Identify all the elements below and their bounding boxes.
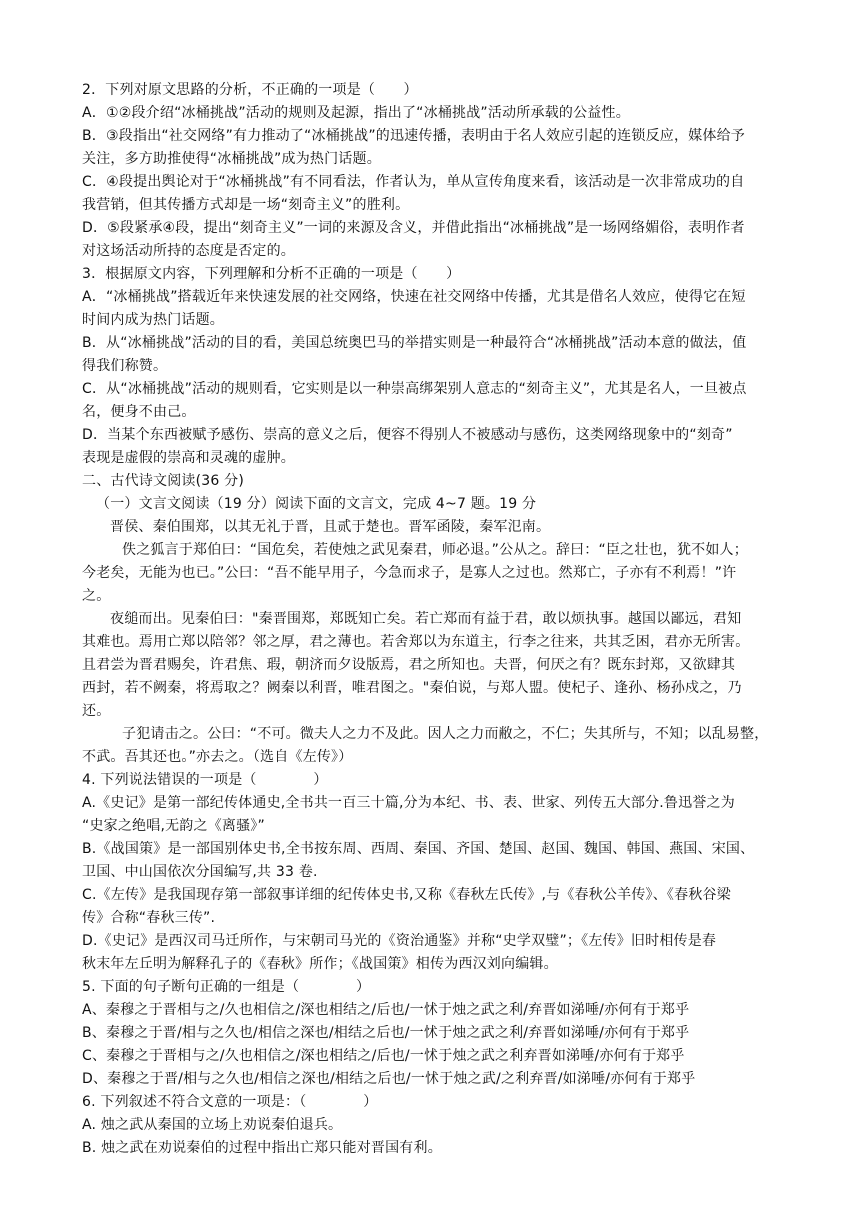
text-line: 晋侯、秦伯围郑，以其无礼于晋，且贰于楚也。晋军函陵，秦军氾南。 <box>110 519 551 535</box>
document-page <box>82 79 782 1160</box>
text-line: 之。 <box>82 588 111 604</box>
text-line: 2．下列对原文思路的分析，不正确的一项是（ ） <box>82 82 418 98</box>
text-line: B.《战国策》是一部国别体史书,全书按东周、西周、秦国、齐国、楚国、赵国、魏国、韩国、燕国、宋国、 <box>82 841 755 857</box>
text-line: 时间内成为热门话题。 <box>82 312 224 328</box>
text-line: D、秦穆之于晋/相与之久也/相信之深也/相结之后也/一怵于烛之武/之利弃晋/如涕唾/亦何有于郑乎 <box>82 1071 696 1087</box>
text-line: D.《史记》是西汉司马迁所作，与宋朝司马光的《资治通鉴》并称“史学双璧”；《左传》旧时相传是春 <box>82 933 717 949</box>
text-line: C、秦穆之于晋相与之/久也相信之/深也相结之/后也/一怵于烛之武之利弃晋如涕唾/亦何有于郑乎 <box>82 1048 685 1064</box>
text-line: 4. 下列说法错误的一项是（ ） <box>82 772 328 788</box>
text-line: A．①②段介绍“冰桶挑战”活动的规则及起源，指出了“冰桶挑战”活动所承载的公益性。 <box>82 105 630 121</box>
text-line: 关注，多方助推使得“冰桶挑战”成为热门话题。 <box>82 151 381 167</box>
text-line: 且君尝为晋君赐矣，许君焦、瑕，朝济而夕设版焉，君之所知也。夫晋，何厌之有？既东封郑，又欲肆其 <box>82 657 736 673</box>
text-line: B．从“冰桶挑战”活动的目的看，美国总统奥巴马的举措实则是一种最符合“冰桶挑战”活动本意的做法，值 <box>82 335 747 351</box>
text-line: 不武。吾其还也。”亦去之。（选自《左传》） <box>82 749 353 765</box>
text-line: C．从“冰桶挑战”活动的规则看，它实则是以一种崇高绑架别人意志的“刻奇主义”，尤其是名人，一旦被点 <box>82 381 747 397</box>
text-line: B. 烛之武在劝说秦伯的过程中指出亡郑只能对晋国有利。 <box>82 1140 442 1156</box>
text-line: A．“冰桶挑战”搭载近年来快速发展的社交网络，快速在社交网络中传播，尤其是借名人效应，使得它在短 <box>82 289 746 305</box>
text-line: C.《左传》是我国现存第一部叙事详细的纪传体史书,又称《春秋左氏传》,与《春秋公羊传》、《春秋谷梁 <box>82 887 731 903</box>
text-line: D．当某个东西被赋予感伤、崇高的意义之后，便容不得别人不被感动与感伤，这类网络现象中的“刻奇” <box>82 427 733 443</box>
text-line: 6. 下列叙述不符合文意的一项是：（ ） <box>82 1094 378 1110</box>
text-line: A.《史记》是第一部纪传体通史,全书共一百三十篇,分为本纪、书、表、世家、列传五大部分.鲁迅誉之为 <box>82 795 735 811</box>
text-line: 名，便身不由己。 <box>82 404 196 420</box>
text-line: 表现是虚假的崇高和灵魂的虚肿。 <box>82 450 295 466</box>
text-line: 子犯请击之。公曰：“不可。微夫人之力不及此。因人之力而敝之，不仁；失其所与，不知；以乱易整， <box>122 726 769 742</box>
text-line: 夜缒而出。见秦伯曰："秦晋围郑，郑既知亡矣。若亡郑而有益于君，敢以烦执事。越国以鄙远，君知 <box>110 611 742 627</box>
text-line: “史家之绝唱,无韵之《离骚》” <box>82 818 265 834</box>
text-line: A. 烛之武从秦国的立场上劝说秦伯退兵。 <box>82 1117 343 1133</box>
text-line: 对这场活动所持的态度是否定的。 <box>82 243 295 259</box>
text-line: 得我们称赞。 <box>82 358 168 374</box>
text-line: 卫国、中山国依次分国编写,共 33 卷. <box>82 864 318 880</box>
text-line: C．④段提出舆论对于“冰桶挑战”有不同看法，作者认为，单从宣传角度来看，该活动是一次非常成功的自 <box>82 174 745 190</box>
text-line: 还。 <box>82 703 111 719</box>
text-line: D．⑤段紧承④段，提出“刻奇主义”一词的来源及含义，并借此指出“冰桶挑战”是一场网络媚俗，表明作者 <box>82 220 745 236</box>
text-line: B、秦穆之于晋/相与之久也/相信之深也/相结之后也/一怵于烛之武之利/弃晋如涕唾/亦何有于郑乎 <box>82 1025 690 1041</box>
text-line: 传》合称“春秋三传”. <box>82 910 216 926</box>
text-line: 3．根据原文内容，下列理解和分析不正确的一项是（ ） <box>82 266 461 282</box>
text-line: 我营销，但其传播方式却是一场“刻奇主义”的胜利。 <box>82 197 410 213</box>
text-line: 二、古代诗文阅读(36 分) <box>82 473 244 489</box>
text-line: A、秦穆之于晋相与之/久也相信之/深也相结之/后也/一怵于烛之武之利/弃晋如涕唾/亦何有于郑乎 <box>82 1002 690 1018</box>
text-line: 秋末年左丘明为解释孔子的《春秋》所作；《战国策》相传为西汉刘向编辑。 <box>82 956 558 972</box>
text-line: 西封，若不阙秦，将焉取之？阙秦以利晋，唯君图之。"秦伯说，与郑人盟。使杞子、逢孙、杨孙戍之，乃 <box>82 680 742 696</box>
text-line: B．③段指出“社交网络”有力推动了“冰桶挑战”的迅速传播，表明由于名人效应引起的连锁反应，媒体给予 <box>82 128 745 144</box>
text-line: 佚之狐言于郑伯曰：“国危矣，若使烛之武见秦君，师必退。”公从之。辞曰：“臣之壮也，犹不如人； <box>122 542 748 558</box>
text-line: 其难也。焉用亡郑以陪邻？邻之厚，君之薄也。若舍郑以为东道主，行李之往来，共其乏困，君亦无所害。 <box>82 634 750 650</box>
text-line: （一）文言文阅读（19 分）阅读下面的文言文，完成 4~7 题。19 分 <box>96 496 537 512</box>
text-line: 今老矣，无能为也已。”公曰：“吾不能早用子，今急而求子，是寡人之过也。然郑亡，子亦有不利焉！”许 <box>82 565 737 581</box>
text-line: 5. 下面的句子断句正确的一组是（ ） <box>82 979 371 995</box>
